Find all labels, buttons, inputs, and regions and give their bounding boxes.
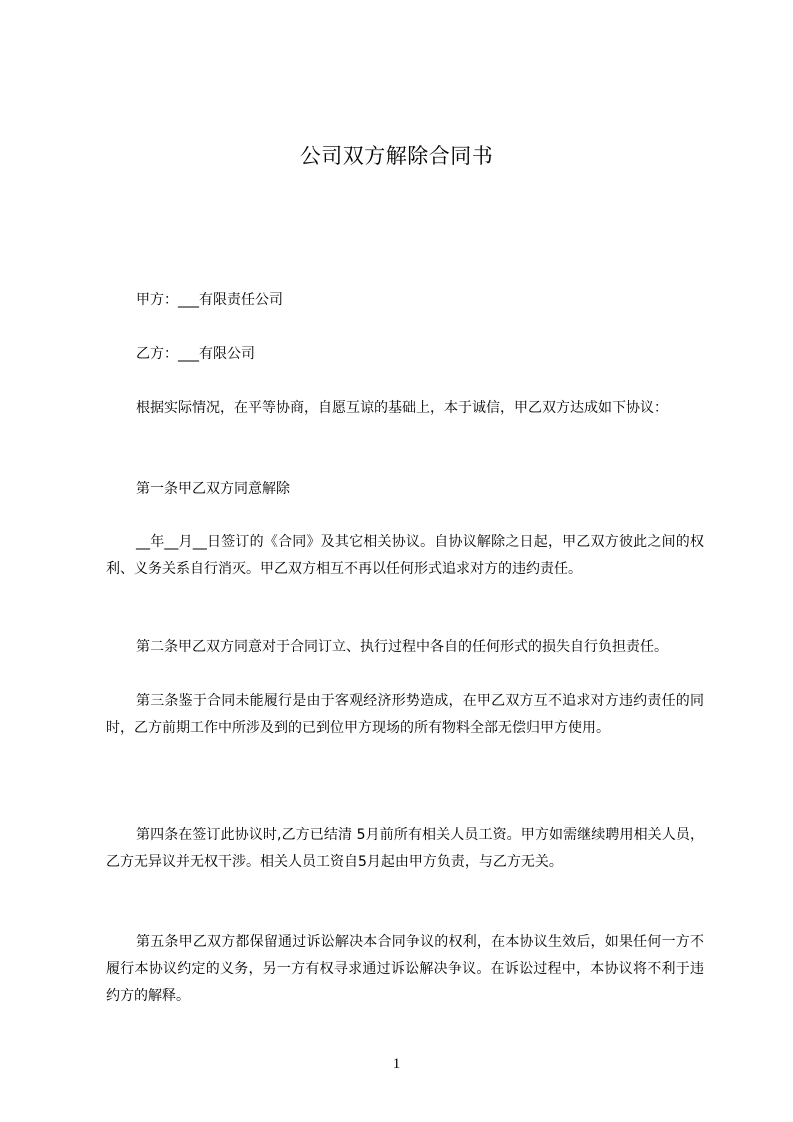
party-b-line: 乙方：___有限公司: [136, 346, 255, 362]
article-4-paragraph: 第四条在签订此协议时,乙方已结清 5月前所有相关人员工资。甲方如需继续聘用相关人员，乙方无异议并无权干涉。相关人员工资自5月起由甲方负责，与乙方无关。: [106, 827, 704, 870]
article-1-body: __年__月__日签订的《合同》及其它相关协议。自协议解除之日起，甲乙双方彼此之间的权利、义务关系自行消灭。甲乙双方相互不再以任何形式追求对方的违约责任。: [106, 534, 704, 577]
preamble-paragraph: 根据实际情况，在平等协商，自愿互谅的基础上，本于诚信，甲乙双方达成如下协议：: [136, 400, 668, 416]
article-3-paragraph: 第三条鉴于合同未能履行是由于客观经济形势造成，在甲乙双方互不追求对方违约责任的同时，乙方前期工作中所涉及到的已到位甲方现场的所有物料全部无偿归甲方使用。: [106, 693, 704, 736]
page-number: 1: [392, 1056, 401, 1072]
article-2-paragraph: 第二条甲乙双方同意对于合同订立、执行过程中各自的任何形式的损失自行负担责任。: [136, 639, 668, 655]
party-a-line: 甲方：___有限责任公司: [136, 292, 283, 308]
document-title: 公司双方解除合同书: [299, 144, 494, 168]
article-5-paragraph: 第五条甲乙双方都保留通过诉讼解决本合同争议的权利，在本协议生效后，如果任何一方不履行本协议约定的义务，另一方有权寻求通过诉讼解决争议。在诉讼过程中，本协议将不利于违约方的解释。: [106, 934, 704, 1004]
article-1-heading: 第一条甲乙双方同意解除: [136, 481, 290, 497]
